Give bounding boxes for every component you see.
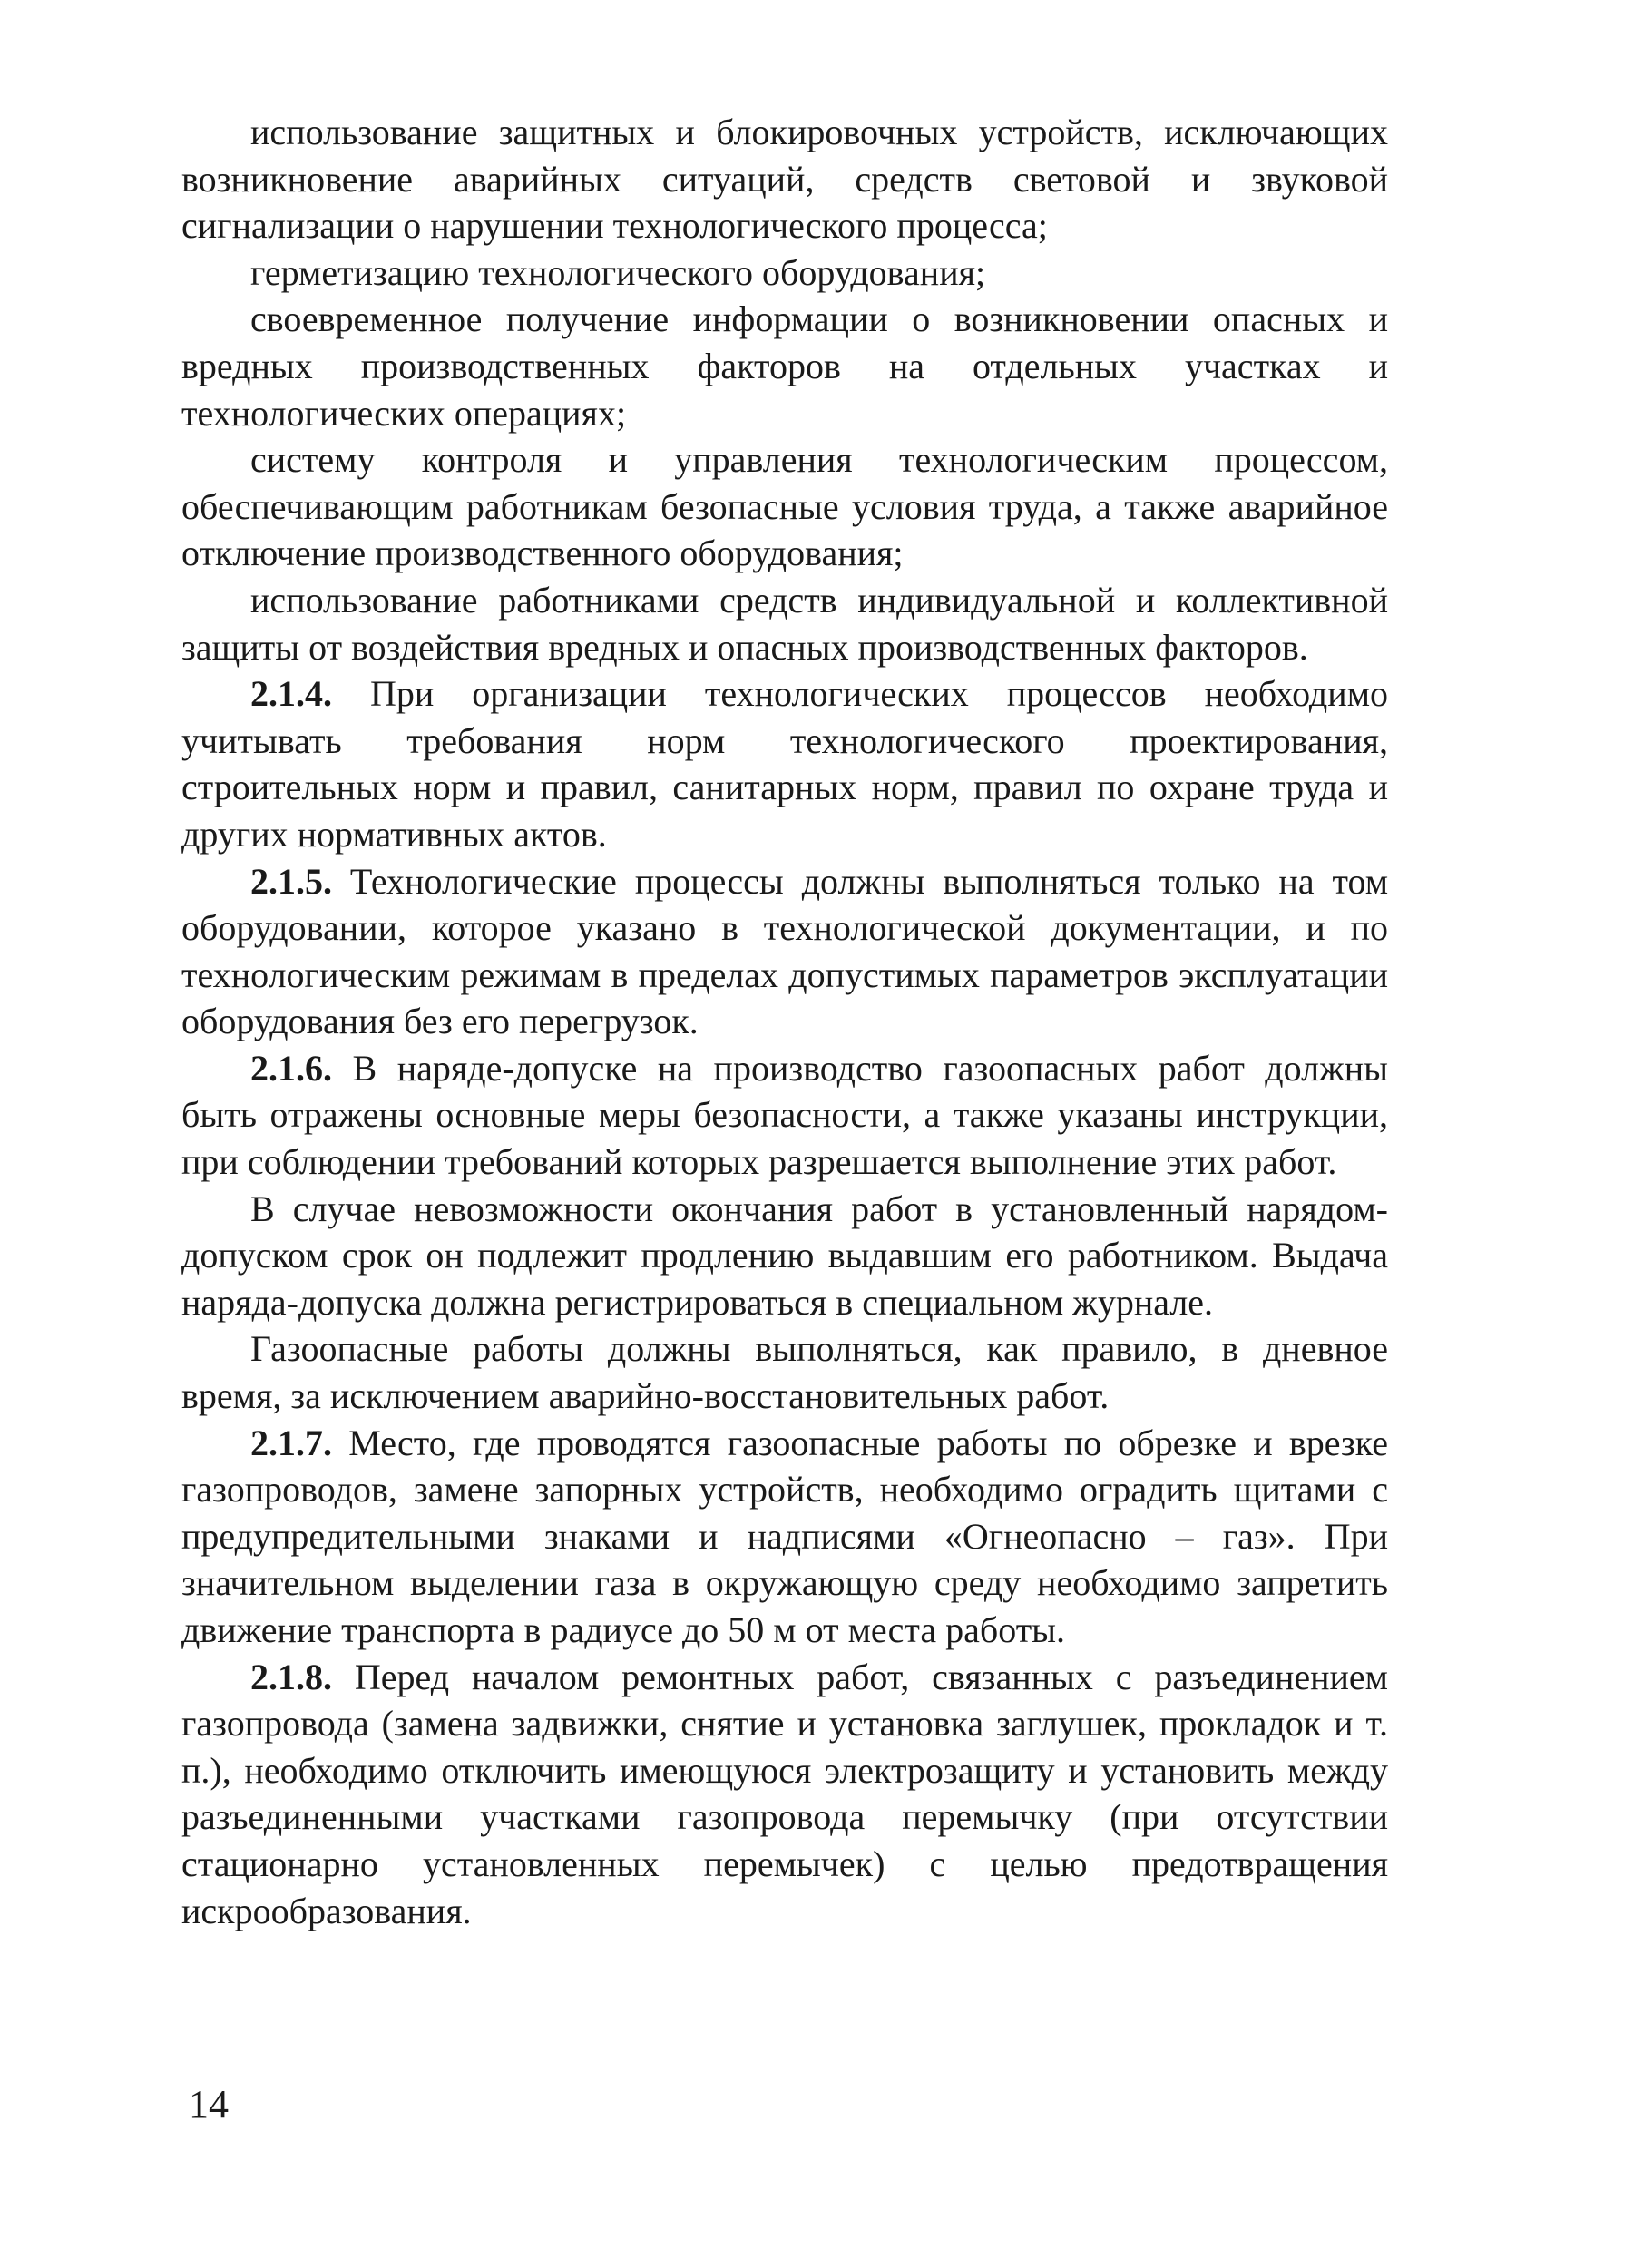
- paragraph: В случае невозможности окончания работ в установленный нарядом-допуском срок он подлежит продлению выдавшим его работником. Выдача наряда-допуска должна регистрироваться в специальном журнале.: [181, 1188, 1388, 1323]
- paragraph-2-1-8: 2.1.8. Перед началом ремонтных работ, связанных с разъединением газопровода (замена задвижки, снятие и установка заглушек, прокладок и т. п.), необходимо отключить имеющуюся электрозащиту и установить между разъединенными участками газопровода перемычку (при отсутствии стационарно установленных перемычек) с целью предотвращения искрообразования.: [181, 1656, 1388, 1931]
- paragraph-2-1-4: 2.1.4. При организации технологических процессов необходимо учитывать требования норм технологического проектирования, строительных норм и правил, санитарных норм, правил по охране труда и других нормативных актов.: [181, 673, 1389, 855]
- paragraph-2-1-7: 2.1.7. Место, где проводятся газоопасные работы по обрезке и врезке газопроводов, замене запорных устройств, необходимо оградить щитами с предупредительными знаками и надписями «Огнеопасно – газ». При значительном выделении газа в окружающую среду необходимо запретить движение транспорта в радиусе до 50 м от места работы.: [181, 1422, 1388, 1650]
- paragraph-2-1-5: 2.1.5. Технологические процессы должны выполняться только на том оборудовании, которое указано в технологической документации, и по технологическим режимам в пределах допустимых параметров эксплуатации оборудования без его перегрузок.: [181, 860, 1389, 1042]
- paragraph: герметизацию технологического оборудования;: [250, 251, 986, 293]
- paragraph-2-1-6: 2.1.6. В наряде-допуске на производство газоопасных работ должны быть отражены основные меры безопасности, а также указаны инструкции, при соблюдении требований которых разрешается выполнение этих работ.: [181, 1047, 1389, 1183]
- body-text: [181, 109, 1388, 1934]
- section-number: 2.1.6.: [250, 1047, 332, 1089]
- paragraph: использование защитных и блокировочных устройств, исключающих возникновение аварийных ситуаций, средств световой и звуковой сигнализации о нарушении технологического процесса;: [181, 112, 1388, 247]
- paragraph: систему контроля и управления технологическим процессом, обеспечивающим работникам безопасные условия труда, а также аварийное отключение производственного оборудования;: [181, 439, 1388, 574]
- section-number: 2.1.8.: [250, 1656, 332, 1697]
- section-number: 2.1.4.: [250, 673, 332, 715]
- section-number: 2.1.5.: [250, 860, 332, 902]
- page-number: 14: [189, 2082, 229, 2126]
- paragraph: Газоопасные работы должны выполняться, как правило, в дневное время, за исключением аварийно-восстановительных работ.: [181, 1328, 1388, 1417]
- paragraph: использование работниками средств индивидуальной и коллективной защиты от воздействия вредных и опасных производственных факторов.: [181, 579, 1388, 668]
- section-number: 2.1.7.: [250, 1422, 332, 1463]
- paragraph: своевременное получение информации о возникновении опасных и вредных производственных факторов на отдельных участках и технологических операциях;: [181, 298, 1388, 434]
